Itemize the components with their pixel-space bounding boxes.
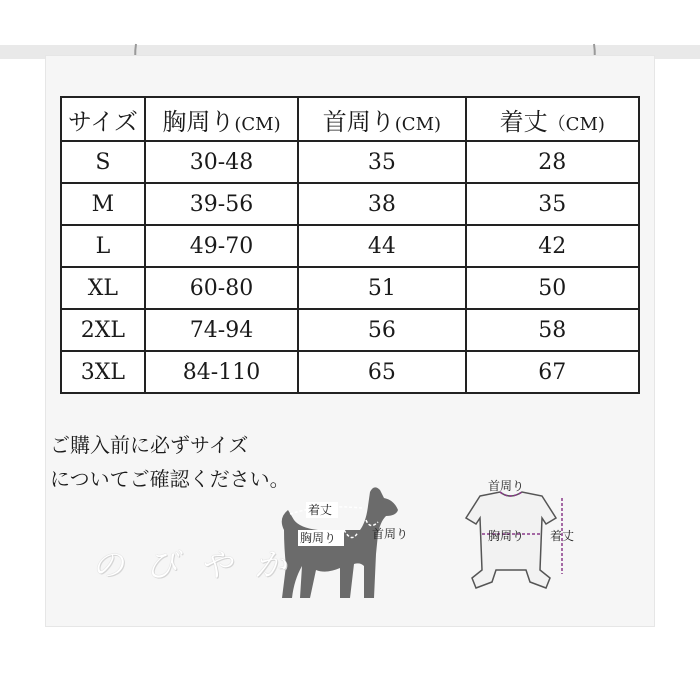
header-size: サイズ (61, 97, 145, 141)
cell-neck: 56 (298, 309, 465, 351)
table-header-row (61, 97, 639, 141)
dog-neck-label: 首周り (372, 527, 409, 541)
header-neck: 首周り(CM) (298, 97, 465, 141)
table-row (61, 309, 639, 351)
garment-chest-label: 胸周り (488, 529, 525, 543)
cell-neck: 44 (298, 225, 465, 267)
cell-chest: 74-94 (145, 309, 298, 351)
cell-length: 50 (466, 267, 639, 309)
cell-chest: 60-80 (145, 267, 298, 309)
cell-chest: 30-48 (145, 141, 298, 183)
notice-line-1: ご購入前に必ずサイズ (50, 433, 249, 457)
cell-neck: 38 (298, 183, 465, 225)
cell-length: 28 (466, 141, 639, 183)
watermark-text: のびやか (92, 546, 309, 584)
cell-size: M (61, 183, 145, 225)
size-notice (50, 428, 290, 496)
cell-chest: 84-110 (145, 351, 298, 393)
garment-measurement-diagram (450, 478, 590, 600)
cell-chest: 39-56 (145, 183, 298, 225)
table-row (61, 351, 639, 393)
cell-neck: 65 (298, 351, 465, 393)
cell-chest: 49-70 (145, 225, 298, 267)
garment-length-label: 着丈 (550, 529, 575, 543)
cell-size: S (61, 141, 145, 183)
dog-length-label: 着丈 (308, 503, 333, 517)
cell-neck: 35 (298, 141, 465, 183)
dog-chest-label: 胸周り (300, 531, 337, 545)
notice-line-2: についてご確認ください。 (50, 467, 290, 491)
cell-length: 67 (466, 351, 639, 393)
cell-size: 3XL (61, 351, 145, 393)
header-length: 着丈（CM) (466, 97, 639, 141)
cell-size: L (61, 225, 145, 267)
cell-neck: 51 (298, 267, 465, 309)
cell-length: 58 (466, 309, 639, 351)
header-chest: 胸周り(CM) (145, 97, 298, 141)
garment-neck-label: 首周り (488, 479, 525, 493)
table-row (61, 225, 639, 267)
size-table (60, 96, 640, 394)
cell-length: 42 (466, 225, 639, 267)
cell-length: 35 (466, 183, 639, 225)
table-row (61, 267, 639, 309)
table-row (61, 183, 639, 225)
table-row (61, 141, 639, 183)
cell-size: XL (61, 267, 145, 309)
cell-size: 2XL (61, 309, 145, 351)
